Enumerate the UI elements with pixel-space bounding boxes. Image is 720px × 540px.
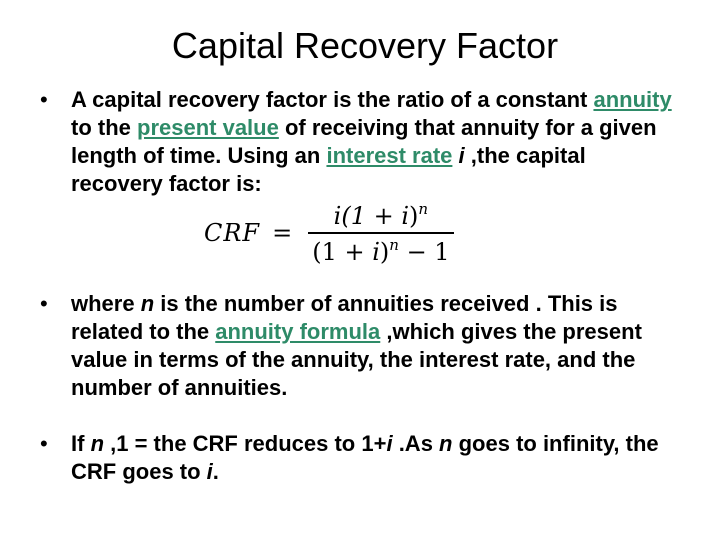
formula-fraction xyxy=(308,200,453,266)
formula-denominator xyxy=(308,234,453,266)
bullet-where-n xyxy=(40,290,680,402)
bullet-limits xyxy=(40,430,680,486)
variable-i: i xyxy=(206,459,213,484)
text-segment: is the number of annuities received . This is related to the xyxy=(71,291,618,344)
text-segment: . xyxy=(212,459,219,484)
crf-formula xyxy=(198,196,460,270)
bullet-marker: • xyxy=(40,431,48,456)
variable-i: i xyxy=(386,431,393,456)
bullet-definition xyxy=(40,86,680,198)
bullet-marker: • xyxy=(40,291,48,316)
formula-part: ) xyxy=(409,202,419,230)
link-annuity-formula[interactable]: annuity formula xyxy=(215,319,381,344)
bullet-text xyxy=(71,86,680,198)
text-segment: where xyxy=(71,291,141,316)
variable-n: n xyxy=(90,431,105,456)
text-segment: ,1 = the CRF reduces to 1+ xyxy=(104,431,387,456)
slide-title: Capital Recovery Factor xyxy=(171,25,559,66)
formula-part: i xyxy=(401,202,410,230)
formula-equals: = xyxy=(272,219,293,247)
bullet-text xyxy=(71,290,680,402)
link-annuity[interactable]: annuity xyxy=(593,87,672,112)
text-segment: A capital recovery factor is the ratio of a constant xyxy=(71,87,594,112)
formula-part: i xyxy=(372,238,380,266)
formula-numerator xyxy=(330,200,432,232)
variable-n: n xyxy=(439,431,453,456)
formula-part: (1 + xyxy=(312,238,373,266)
text-segment: goes to infinity, the CRF goes to xyxy=(71,431,659,484)
bullet-marker: • xyxy=(40,87,48,112)
text-segment: If xyxy=(71,431,91,456)
formula-exponent: n xyxy=(418,200,429,218)
text-segment: ,which gives the present value in terms of the annuity, the interest rate, and the number of annuities. xyxy=(71,319,642,400)
link-present-value[interactable]: present value xyxy=(137,115,279,140)
formula-part: i(1 + xyxy=(333,202,402,230)
text-segment: .As xyxy=(392,431,440,456)
formula-lhs: CRF xyxy=(204,219,261,247)
variable-n: n xyxy=(140,291,155,316)
bullet-text xyxy=(71,430,680,486)
formula-part: − 1 xyxy=(398,238,450,266)
text-segment: ,the capital recovery factor is: xyxy=(71,143,586,196)
formula-part: ) xyxy=(379,238,390,266)
variable-i: i xyxy=(458,143,465,168)
text-segment: to the xyxy=(71,115,137,140)
text-segment: of receiving that annuity for a given length of time. Using an xyxy=(71,115,657,168)
formula-exponent: n xyxy=(389,236,399,254)
link-interest-rate[interactable]: interest rate xyxy=(326,143,453,168)
